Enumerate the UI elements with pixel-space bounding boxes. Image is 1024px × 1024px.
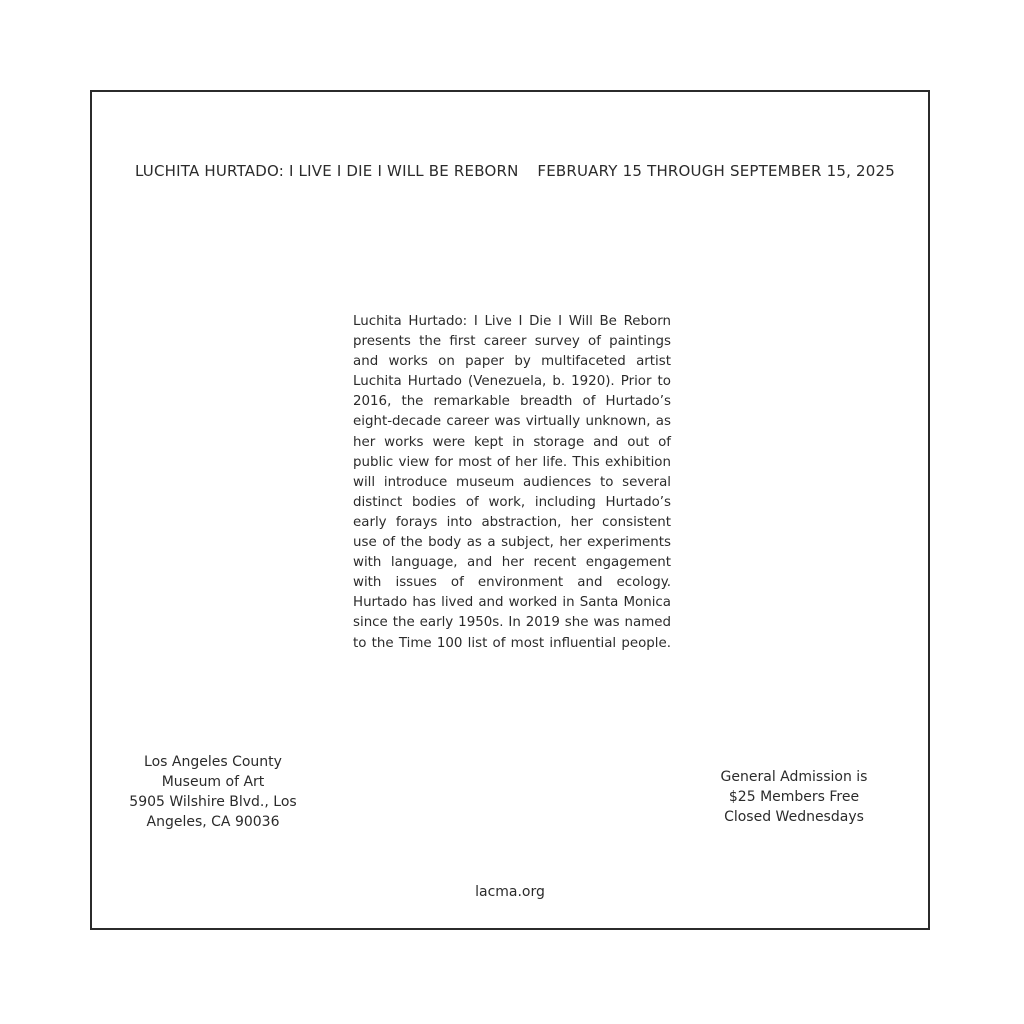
address-line: Los Angeles County xyxy=(144,754,282,770)
exhibition-description: Luchita Hurtado: I Live I Die I Will Be Reborn presents the first career survey of paintings and works on paper by multifaceted artist Luchita Hurtado (Venezuela, b. 1920). Prior to 2016, the remarkable breadth of Hurtado’s eight-decade career was virtually unknown, as her works were kept in storage and out of public view for most of her life. This exhibition will introduce museum audiences to several distinct bodies of work, including Hurtado’s early forays into abstraction, her consistent use of the body as a subject, her experiments with language, and her recent engagement with issues of environment and ecology. Hurtado has lived and worked in Santa Monica since the early 1950s. In 2019 she was named to the Time 100 list of most influential people. xyxy=(353,314,671,651)
exhibition-title: LUCHITA HURTADO: I LIVE I DIE I WILL BE REBORN xyxy=(135,162,519,180)
museum-address xyxy=(120,752,306,832)
admission-line: $25 Members Free xyxy=(728,789,860,805)
admission-info xyxy=(700,767,888,827)
address-line: 5905 Wilshire Blvd., Los xyxy=(129,794,297,810)
exhibition-dates: FEBRUARY 15 THROUGH SEPTEMBER 15, 2025 xyxy=(537,162,895,180)
website-link[interactable]: lacma.org xyxy=(475,884,545,900)
admission-line: Closed Wednesdays xyxy=(724,809,864,825)
address-line: Museum of Art xyxy=(161,774,265,790)
admission-line: General Admission is xyxy=(720,769,868,785)
address-line: Angeles, CA 90036 xyxy=(146,814,280,830)
